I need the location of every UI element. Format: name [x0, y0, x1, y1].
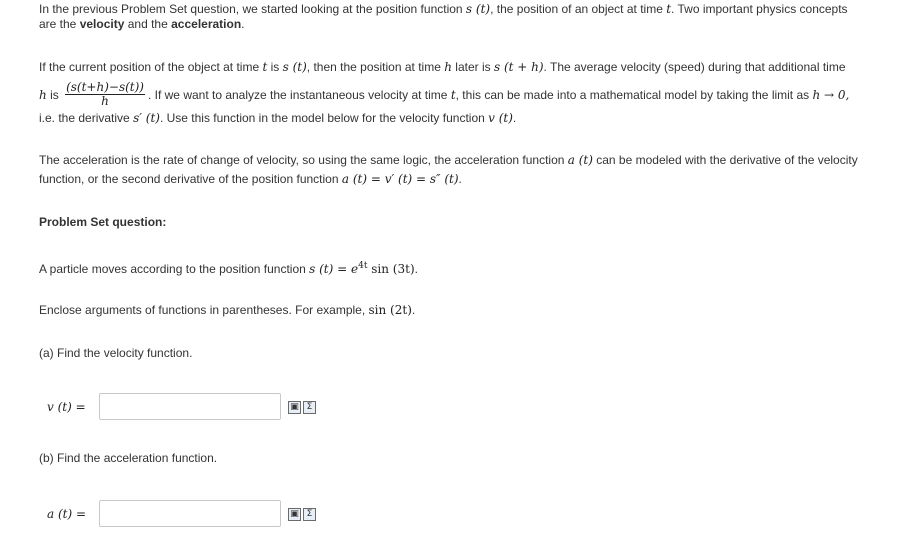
- accel-para-line-2: function, or the second derivative of the position function a (t) = v′ (t) = s″ (t).: [39, 172, 462, 186]
- equation-editor-icon[interactable]: Σ: [303, 508, 316, 521]
- velocity-para-line-1: If the current position of the object at time t is s (t), then the position at time h later is s (t + h). The average velocity (speed) during that additional time: [39, 60, 846, 74]
- velocity-answer-input[interactable]: [99, 393, 281, 420]
- accel-para-line-1: The acceleration is the rate of change of velocity, so using the same logic, the acceleration function a (t) can be modeled with the derivative of the velocity: [39, 153, 858, 167]
- acceleration-answer-input[interactable]: [99, 500, 281, 527]
- acceleration-answer-label: a (t) =: [47, 507, 87, 521]
- velocity-para-line-3: i.e. the derivative s′ (t). Use this function in the model below for the velocity function v (t).: [39, 111, 517, 125]
- preview-icon[interactable]: ▣: [288, 508, 301, 521]
- problem-text: A particle moves according to the position function s $(t) = e^{4t}$ sin (3t).: [39, 261, 418, 276]
- intro-line-1: In the previous Problem Set question, we started looking at the position function s (t), the position of an object at time t. Two important physics concepts: [39, 2, 848, 16]
- problem-heading: Problem Set question:: [39, 215, 167, 229]
- part-a-label: (a) Find the velocity function.: [39, 346, 193, 360]
- velocity-term: velocity: [79, 17, 125, 31]
- velocity-para-line-2: h is $\frac{(s(t+h)-s(t))}{h}$ . If we want to analyze the instantaneous velocity at time t, this can be made into a mathematical model by taking the limit as h → 0,: [39, 80, 850, 109]
- intro-line-2: are the velocity and the acceleration.: [39, 17, 245, 31]
- equation-editor-icon[interactable]: Σ: [303, 401, 316, 414]
- part-b-label: (b) Find the acceleration function.: [39, 451, 218, 465]
- enclose-note: Enclose arguments of functions in parentheses. For example, sin (2t).: [39, 303, 416, 317]
- average-velocity-fraction: $\frac{(s(t+h)-s(t))}{h}$: [66, 80, 144, 109]
- velocity-answer-label: v (t) =: [47, 400, 86, 414]
- preview-icon[interactable]: ▣: [288, 401, 301, 414]
- acceleration-term: acceleration: [171, 17, 242, 31]
